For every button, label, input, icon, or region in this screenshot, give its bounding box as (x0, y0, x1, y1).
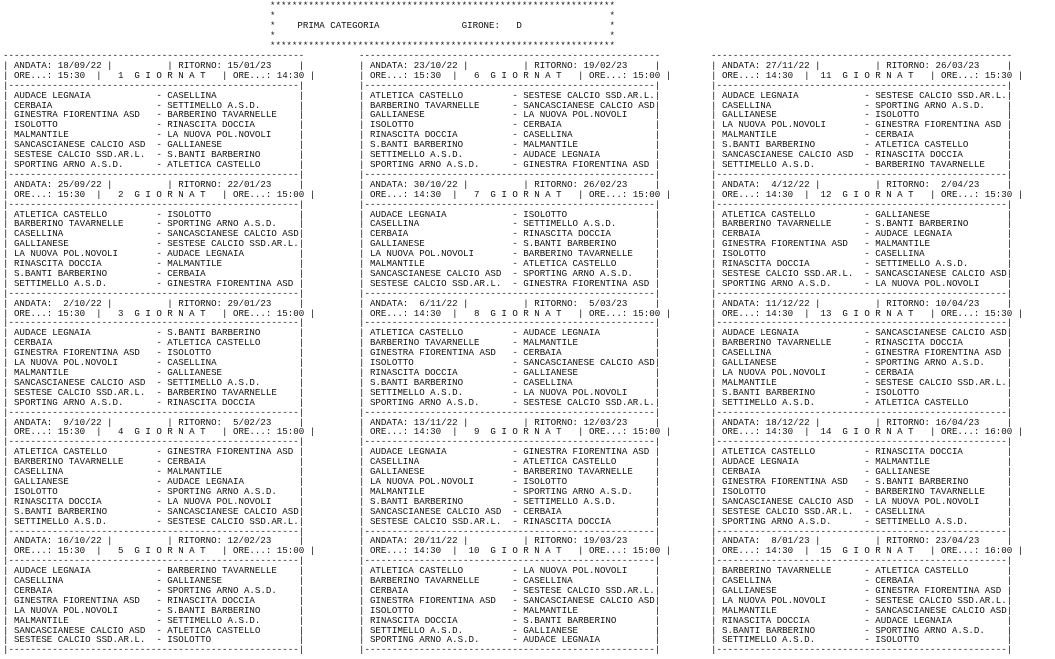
giornata-block (3, 536, 315, 655)
giornata-divider: |-----------------------------------------------------| (3, 79, 305, 91)
match-row: | AUDACE LEGNAIA - ISOLOTTO | (359, 208, 661, 220)
giornata-bottom-rule: |-----------------------------------------------------| (359, 287, 661, 299)
match-row: | CERBAIA - RINASCITA DOCCIA | (359, 228, 661, 240)
match-row: | S.BANTI BARBERINO - CASELLINA | (359, 376, 661, 388)
giornata-header-dates: | ANDATA: 27/11/22 | | RITORNO: 26/03/23 | (711, 59, 1013, 71)
match-row: | SETTIMELLO A.S.D. - BARBERINO TAVARNELLE | (711, 158, 1013, 170)
match-row: | CERBAIA - SETTIMELLO A.S.D. | (3, 99, 305, 111)
match-row: | SETTIMELLO A.S.D. - ISOLOTTO | (711, 634, 1013, 646)
giornata-header-dates: | ANDATA: 18/09/22 | | RITORNO: 15/01/23 | (3, 59, 305, 71)
match-row: | SESTESE CALCIO SSD.AR.L. - CASELLINA | (711, 505, 1013, 517)
match-row: | CERBAIA - GALLIANESE | (711, 466, 1013, 478)
giornata-header-times: | ORE...: 14:30 | 12 G I O R N A T | ORE...: 15:30 | (711, 188, 1024, 200)
match-row: | CASELLINA - ATLETICA CASTELLO | (359, 456, 661, 468)
giornata-bottom-rule: |-----------------------------------------------------| (711, 168, 1013, 180)
match-row: | AUDACE LEGNAIA - MALMANTILE | (711, 456, 1013, 468)
match-row: | GALLIANESE - AUDACE LEGNAIA | (3, 475, 305, 487)
match-row: | LA NUOVA POL.NOVOLI - AUDACE LEGNAIA | (3, 248, 305, 260)
giornata-block (359, 536, 671, 655)
match-row: | BARBERINO TAVARNELLE - ATLETICA CASTELLO | (711, 565, 1013, 577)
match-row: | BARBERINO TAVARNELLE - SANCASCIANESE CALCIO ASD| (359, 99, 661, 111)
giornata-block (3, 180, 315, 299)
giornata-divider: |-----------------------------------------------------| (711, 555, 1013, 567)
match-row: | SETTIMELLO A.S.D. - LA NUOVA POL.NOVOLI | (359, 386, 661, 398)
match-row: | LA NUOVA POL.NOVOLI - ISOLOTTO | (359, 475, 661, 487)
match-row: | S.BANTI BARBERINO - SANCASCIANESE CALCIO ASD| (3, 505, 305, 517)
match-row: | GALLIANESE - LA NUOVA POL.NOVOLI | (359, 109, 661, 121)
match-row: | LA NUOVA POL.NOVOLI - CASELLINA | (3, 357, 305, 369)
match-row: | CERBAIA - SPORTING ARNO A.S.D. | (3, 584, 305, 596)
giornata-bottom-rule: |-----------------------------------------------------| (3, 168, 305, 180)
match-row: | BARBERINO TAVARNELLE - RINASCITA DOCCIA | (711, 337, 1013, 349)
giornata-header-dates: | ANDATA: 8/01/23 | | RITORNO: 23/04/23 | (711, 535, 1013, 547)
match-row: | AUDACE LEGNAIA - SESTESE CALCIO SSD.AR.L.| (711, 89, 1013, 101)
match-row: | MALMANTILE - LA NUOVA POL.NOVOLI | (3, 129, 305, 141)
giornata-block (3, 418, 315, 537)
giornata-bottom-rule: |-----------------------------------------------------| (3, 287, 305, 299)
match-row: | MALMANTILE - SANCASCIANESE CALCIO ASD| (711, 604, 1013, 616)
match-row: | AUDACE LEGNAIA - CASELLINA | (3, 89, 305, 101)
match-row: | S.BANTI BARBERINO - ATLETICA CASTELLO | (711, 139, 1013, 151)
match-row: | SANCASCIANESE CALCIO ASD - ATLETICA CASTELLO | (3, 624, 305, 636)
match-row: | RINASCITA DOCCIA - CASELLINA | (359, 129, 661, 141)
schedule-column-2 (359, 51, 671, 655)
giornata-block (3, 299, 315, 418)
column-top-rule: ------------------------------------------------------- (3, 50, 305, 61)
match-row: | MALMANTILE - SETTIMELLO A.S.D. | (3, 614, 305, 626)
giornata-divider: |-----------------------------------------------------| (711, 436, 1013, 448)
match-row: | MALMANTILE - SPORTING ARNO A.S.D. | (359, 485, 661, 497)
giornata-header-dates: | ANDATA: 11/12/22 | | RITORNO: 10/04/23 | (711, 297, 1013, 309)
match-row: | CERBAIA - ATLETICA CASTELLO | (3, 337, 305, 349)
giornata-header-dates: | ANDATA: 6/11/22 | | RITORNO: 5/03/23 | (359, 297, 661, 309)
match-row: | S.BANTI BARBERINO - SETTIMELLO A.S.D. | (359, 495, 661, 507)
match-row: | BARBERINO TAVARNELLE - SPORTING ARNO A.S.D. | (3, 218, 305, 230)
match-row: | S.BANTI BARBERINO - MALMANTILE | (359, 139, 661, 151)
match-row: | CERBAIA - SESTESE CALCIO SSD.AR.L.| (359, 584, 661, 596)
giornata-block (711, 536, 1023, 655)
giornata-divider: |-----------------------------------------------------| (359, 436, 661, 448)
match-row: | RINASCITA DOCCIA - AUDACE LEGNAIA | (711, 614, 1013, 626)
match-row: | RINASCITA DOCCIA - SETTIMELLO A.S.D. | (711, 258, 1013, 270)
match-row: | BARBERINO TAVARNELLE - CERBAIA | (3, 456, 305, 468)
match-row: | LA NUOVA POL.NOVOLI - S.BANTI BARBERINO | (3, 604, 305, 616)
match-row: | S.BANTI BARBERINO - SPORTING ARNO A.S.D. | (711, 624, 1013, 636)
giornata-divider: |-----------------------------------------------------| (359, 555, 661, 567)
match-row: | GINESTRA FIORENTINA ASD - ISOLOTTO | (3, 347, 305, 359)
match-row: | LA NUOVA POL.NOVOLI - CERBAIA | (711, 367, 1013, 378)
giornata-header-dates: | ANDATA: 9/10/22 | | RITORNO: 5/02/23 | (3, 416, 305, 428)
giornata-header-times: | ORE...: 15:30 | 4 G I O R N A T | ORE...: 15:00 | (3, 426, 316, 438)
match-row: | MALMANTILE - ATLETICA CASTELLO | (359, 258, 661, 270)
match-row: | SESTESE CALCIO SSD.AR.L. - SANCASCIANESE CALCIO ASD| (711, 267, 1013, 279)
match-row: | RINASCITA DOCCIA - GALLIANESE | (359, 367, 661, 378)
giornata-header-times: | ORE...: 15:30 | 6 G I O R N A T | ORE...: 15:00 | (359, 69, 672, 81)
match-row: | CASELLINA - CERBAIA | (711, 575, 1013, 587)
match-row: | ATLETICA CASTELLO - ISOLOTTO | (3, 208, 305, 220)
giornata-block (359, 418, 671, 537)
match-row: | ISOLOTTO - SANCASCIANESE CALCIO ASD| (359, 357, 661, 369)
giornata-block (711, 299, 1023, 418)
giornata-block (3, 61, 315, 180)
match-row: | GALLIANESE - BARBERINO TAVARNELLE | (359, 466, 661, 478)
giornata-header-times: | ORE...: 14:30 | 10 G I O R N A T | ORE...: 15:00 | (359, 545, 672, 557)
match-row: | ATLETICA CASTELLO - GINESTRA FIORENTINA ASD | (3, 446, 305, 458)
match-row: | S.BANTI BARBERINO - ISOLOTTO | (711, 386, 1013, 398)
giornata-divider: |-----------------------------------------------------| (711, 317, 1013, 329)
match-row: | SANCASCIANESE CALCIO ASD - LA NUOVA POL.NOVOLI | (711, 495, 1013, 507)
match-row: | SPORTING ARNO A.S.D. - AUDACE LEGNAIA | (359, 634, 661, 646)
match-row: | RINASCITA DOCCIA - S.BANTI BARBERINO | (359, 614, 661, 626)
giornata-header-dates: | ANDATA: 16/10/22 | | RITORNO: 12/02/23 | (3, 535, 305, 547)
match-row: | ATLETICA CASTELLO - LA NUOVA POL.NOVOLI | (359, 565, 661, 577)
giornata-bottom-rule: |-----------------------------------------------------| (711, 644, 1013, 656)
match-row: | GINESTRA FIORENTINA ASD - S.BANTI BARBERINO | (711, 475, 1013, 487)
match-row: | CASELLINA - GALLIANESE | (3, 575, 305, 587)
match-row: | MALMANTILE - CERBAIA | (711, 129, 1013, 141)
match-row: | GALLIANESE - ISOLOTTO | (711, 109, 1013, 121)
match-row: | CASELLINA - MALMANTILE | (3, 466, 305, 478)
match-row: | SETTIMELLO A.S.D. - SESTESE CALCIO SSD.AR.L.| (3, 515, 305, 527)
match-row: | BARBERINO TAVARNELLE - CASELLINA | (359, 575, 661, 587)
match-row: | ISOLOTTO - RINASCITA DOCCIA | (3, 119, 305, 131)
match-row: | SESTESE CALCIO SSD.AR.L. - S.BANTI BARBERINO | (3, 149, 305, 161)
giornata-header-dates: | ANDATA: 13/11/22 | | RITORNO: 12/03/23 | (359, 416, 661, 428)
giornata-header-dates: | ANDATA: 23/10/22 | | RITORNO: 19/02/23 | (359, 59, 661, 71)
match-row: | GINESTRA FIORENTINA ASD - BARBERINO TAVARNELLE | (3, 109, 305, 121)
giornata-divider: |-----------------------------------------------------| (3, 555, 305, 567)
match-row: | SPORTING ARNO A.S.D. - LA NUOVA POL.NOVOLI | (711, 277, 1013, 289)
giornata-divider: |-----------------------------------------------------| (359, 198, 661, 210)
giornata-header-dates: | ANDATA: 30/10/22 | | RITORNO: 26/02/23 | (359, 178, 661, 190)
match-row: | GINESTRA FIORENTINA ASD - MALMANTILE | (711, 238, 1013, 250)
match-row: | SESTESE CALCIO SSD.AR.L. - BARBERINO TAVARNELLE | (3, 386, 305, 398)
match-row: | CASELLINA - SPORTING ARNO A.S.D. | (711, 99, 1013, 111)
match-row: | SANCASCIANESE CALCIO ASD - CERBAIA | (359, 505, 661, 517)
match-row: | GINESTRA FIORENTINA ASD - CERBAIA | (359, 347, 661, 359)
match-row: | RINASCITA DOCCIA - LA NUOVA POL.NOVOLI | (3, 495, 305, 507)
giornata-bottom-rule: |-----------------------------------------------------| (3, 525, 305, 537)
giornata-divider: |-----------------------------------------------------| (359, 79, 661, 91)
giornata-block (711, 418, 1023, 537)
match-row: | CASELLINA - SETTIMELLO A.S.D. | (359, 218, 661, 230)
match-row: | SANCASCIANESE CALCIO ASD - RINASCITA DOCCIA | (711, 149, 1013, 161)
giornata-divider: |-----------------------------------------------------| (3, 198, 305, 210)
column-top-rule: ------------------------------------------------------- (711, 50, 1013, 61)
giornata-bottom-rule: |-----------------------------------------------------| (711, 287, 1013, 299)
giornata-header-times: | ORE...: 14:30 | 7 G I O R N A T | ORE...: 15:00 | (359, 188, 672, 200)
giornata-header-times: | ORE...: 14:30 | 15 G I O R N A T | ORE...: 16:00 | (711, 545, 1024, 557)
match-row: | AUDACE LEGNAIA - SANCASCIANESE CALCIO ASD| (711, 327, 1013, 339)
match-row: | ATLETICA CASTELLO - SESTESE CALCIO SSD.AR.L.| (359, 89, 661, 101)
giornata-block (359, 299, 671, 418)
giornata-divider: |-----------------------------------------------------| (3, 317, 305, 329)
match-row: | AUDACE LEGNAIA - S.BANTI BARBERINO | (3, 327, 305, 339)
match-row: | ISOLOTTO - CASELLINA | (711, 248, 1013, 260)
match-row: | GALLIANESE - SESTESE CALCIO SSD.AR.L.| (3, 238, 305, 250)
match-row: | SESTESE CALCIO SSD.AR.L. - RINASCITA DOCCIA | (359, 515, 661, 527)
column-top-rule: ------------------------------------------------------- (359, 50, 661, 61)
match-row: | ATLETICA CASTELLO - RINASCITA DOCCIA | (711, 446, 1013, 458)
match-row: | ISOLOTTO - SPORTING ARNO A.S.D. | (3, 485, 305, 497)
giornata-header-dates: | ANDATA: 18/12/22 | | RITORNO: 16/04/23 | (711, 416, 1013, 428)
giornata-header-dates: | ANDATA: 20/11/22 | | RITORNO: 19/03/23 | (359, 535, 661, 547)
match-row: | MALMANTILE - SESTESE CALCIO SSD.AR.L.| (711, 376, 1013, 388)
match-row: | SPORTING ARNO A.S.D. - RINASCITA DOCCIA | (3, 396, 305, 408)
match-row: | AUDACE LEGNAIA - BARBERINO TAVARNELLE | (3, 565, 305, 577)
match-row: | SETTIMELLO A.S.D. - GINESTRA FIORENTINA ASD | (3, 277, 305, 289)
match-row: | SPORTING ARNO A.S.D. - SETTIMELLO A.S.D. | (711, 515, 1013, 527)
match-row: | ISOLOTTO - CERBAIA | (359, 119, 661, 131)
schedule-column-3 (711, 51, 1023, 655)
match-row: | BARBERINO TAVARNELLE - S.BANTI BARBERINO | (711, 218, 1013, 230)
match-row: | LA NUOVA POL.NOVOLI - BARBERINO TAVARNELLE | (359, 248, 661, 260)
match-row: | SESTESE CALCIO SSD.AR.L. - GINESTRA FIORENTINA ASD | (359, 277, 661, 289)
giornata-header-times: | ORE...: 14:30 | 14 G I O R N A T | ORE...: 16:00 | (711, 426, 1024, 438)
match-row: | S.BANTI BARBERINO - CERBAIA | (3, 267, 305, 279)
giornata-divider: |-----------------------------------------------------| (359, 317, 661, 329)
giornata-divider: |-----------------------------------------------------| (3, 436, 305, 448)
match-row: | GALLIANESE - SPORTING ARNO A.S.D. | (711, 357, 1013, 369)
match-row: | LA NUOVA POL.NOVOLI - SESTESE CALCIO SSD.AR.L.| (711, 594, 1013, 606)
giornata-block (711, 61, 1023, 180)
giornata-bottom-rule: |-----------------------------------------------------| (359, 644, 661, 656)
giornata-bottom-rule: |-----------------------------------------------------| (359, 525, 661, 537)
match-row: | GALLIANESE - GINESTRA FIORENTINA ASD | (711, 584, 1013, 596)
match-row: | SETTIMELLO A.S.D. - ATLETICA CASTELLO | (711, 396, 1013, 408)
giornata-header-times: | ORE...: 15:30 | 2 G I O R N A T | ORE...: 15:00 | (3, 188, 316, 200)
match-row: | ISOLOTTO - MALMANTILE | (359, 604, 661, 616)
match-row: | SANCASCIANESE CALCIO ASD - SETTIMELLO A.S.D. | (3, 376, 305, 388)
giornata-bottom-rule: |-----------------------------------------------------| (359, 406, 661, 418)
match-row: | SANCASCIANESE CALCIO ASD - SPORTING ARNO A.S.D. | (359, 267, 661, 279)
match-row: | SPORTING ARNO A.S.D. - GINESTRA FIORENTINA ASD | (359, 158, 661, 170)
giornata-header-times: | ORE...: 15:30 | 1 G I O R N A T | ORE...: 14:30 | (3, 69, 316, 81)
match-row: | SESTESE CALCIO SSD.AR.L. - ISOLOTTO | (3, 634, 305, 646)
giornata-bottom-rule: |-----------------------------------------------------| (3, 406, 305, 418)
giornata-block (711, 180, 1023, 299)
match-row: | SANCASCIANESE CALCIO ASD - GALLIANESE | (3, 139, 305, 151)
match-row: | RINASCITA DOCCIA - MALMANTILE | (3, 258, 305, 270)
schedule-column-1 (3, 51, 315, 655)
match-row: | ISOLOTTO - BARBERINO TAVARNELLE | (711, 485, 1013, 497)
giornata-block (359, 61, 671, 180)
match-row: | AUDACE LEGNAIA - GINESTRA FIORENTINA ASD | (359, 446, 661, 458)
match-row: | SETTIMELLO A.S.D. - GALLIANESE | (359, 624, 661, 636)
match-row: | GINESTRA FIORENTINA ASD - RINASCITA DOCCIA | (3, 594, 305, 606)
match-row: | SPORTING ARNO A.S.D. - ATLETICA CASTELLO | (3, 158, 305, 170)
giornata-bottom-rule: |-----------------------------------------------------| (711, 406, 1013, 418)
giornata-header-times: | ORE...: 14:30 | 9 G I O R N A T | ORE...: 15:00 | (359, 426, 672, 438)
match-row: | CERBAIA - AUDACE LEGNAIA | (711, 228, 1013, 240)
match-row: | SETTIMELLO A.S.D. - AUDACE LEGNAIA | (359, 149, 661, 161)
match-row: | GALLIANESE - S.BANTI BARBERINO | (359, 238, 661, 250)
document-header: *************************************************************** * * * PRIMA CATEGORIA GIRONE: D * * * *************************************************************** (270, 0, 615, 51)
giornata-header-times: | ORE...: 14:30 | 13 G I O R N A T | ORE...: 15:30 | (711, 307, 1024, 319)
giornata-block (359, 180, 671, 299)
giornata-divider: |-----------------------------------------------------| (711, 198, 1013, 210)
giornata-header-dates: | ANDATA: 25/09/22 | | RITORNO: 22/01/23 | (3, 178, 305, 190)
giornata-bottom-rule: |-----------------------------------------------------| (359, 168, 661, 180)
match-row: | CASELLINA - SANCASCIANESE CALCIO ASD| (3, 228, 305, 240)
giornata-header-dates: | ANDATA: 4/12/22 | | RITORNO: 2/04/23 | (711, 178, 1013, 190)
match-row: | MALMANTILE - GALLIANESE | (3, 367, 305, 378)
match-row: | GINESTRA FIORENTINA ASD - SANCASCIANESE CALCIO ASD| (359, 594, 661, 606)
match-row: | CASELLINA - GINESTRA FIORENTINA ASD | (711, 347, 1013, 359)
match-row: | BARBERINO TAVARNELLE - MALMANTILE | (359, 337, 661, 349)
match-row: | LA NUOVA POL.NOVOLI - GINESTRA FIORENTINA ASD | (711, 119, 1013, 131)
giornata-header-times: | ORE...: 14:30 | 11 G I O R N A T | ORE...: 15:30 | (711, 69, 1024, 81)
match-row: | SPORTING ARNO A.S.D. - SESTESE CALCIO SSD.AR.L.| (359, 396, 661, 408)
giornata-header-times: | ORE...: 15:30 | 5 G I O R N A T | ORE...: 15:00 | (3, 545, 316, 557)
giornata-bottom-rule: |-----------------------------------------------------| (711, 525, 1013, 537)
giornata-bottom-rule: |-----------------------------------------------------| (3, 644, 305, 656)
giornata-header-dates: | ANDATA: 2/10/22 | | RITORNO: 29/01/23 | (3, 297, 305, 309)
giornata-divider: |-----------------------------------------------------| (711, 79, 1013, 91)
match-row: | ATLETICA CASTELLO - GALLIANESE | (711, 208, 1013, 220)
giornata-header-times: | ORE...: 14:30 | 8 G I O R N A T | ORE...: 15:00 | (359, 307, 672, 319)
match-row: | ATLETICA CASTELLO - AUDACE LEGNAIA | (359, 327, 661, 339)
giornata-header-times: | ORE...: 15:30 | 3 G I O R N A T | ORE...: 15:00 | (3, 307, 316, 319)
